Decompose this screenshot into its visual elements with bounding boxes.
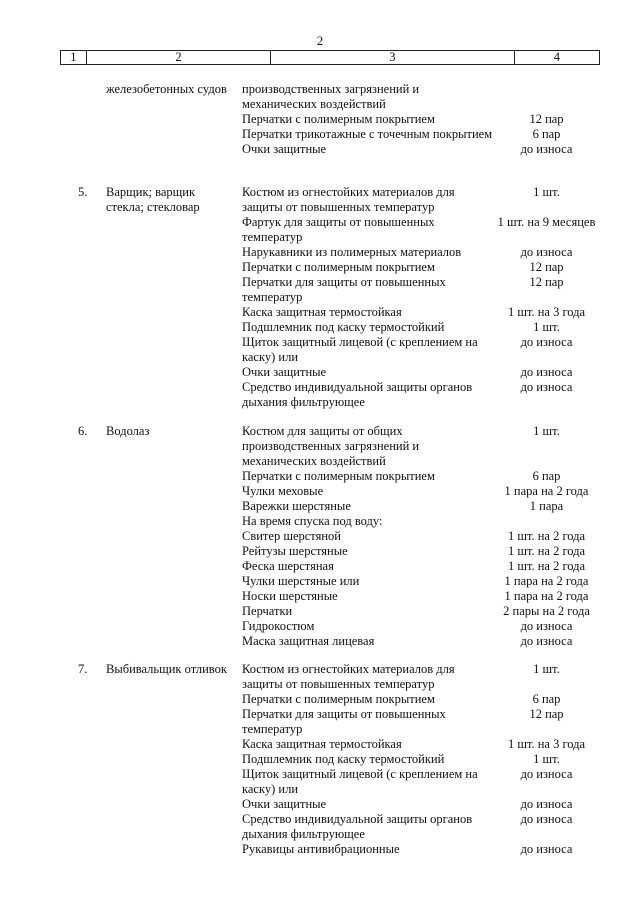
- equipment-name: Очки защитные: [242, 365, 327, 379]
- equipment-name: Носки шерстяные: [242, 589, 338, 603]
- equipment-list: [242, 662, 612, 857]
- equipment-item: [242, 127, 612, 142]
- issue-norm: 2 пары на 2 года: [503, 604, 590, 618]
- issue-norm: до износа: [520, 335, 573, 349]
- equipment-name: Свитер шерстяной: [242, 529, 341, 543]
- equipment-name: Костюм для защиты от общих производственных загрязнений и механических воздействий: [242, 424, 420, 468]
- equipment-item: [242, 320, 612, 335]
- issue-norm: 1 шт. на 2 года: [507, 559, 586, 573]
- issue-norm: до износа: [520, 142, 573, 156]
- equipment-name: Перчатки: [242, 604, 293, 618]
- equipment-name: производственных загрязнений и механических воздействий: [242, 82, 420, 111]
- equipment-item: [242, 469, 612, 484]
- issue-norm: до износа: [520, 245, 573, 259]
- issue-norm: 1 пара на 2 года: [504, 484, 589, 498]
- equipment-item: [242, 305, 612, 320]
- equipment-list: [242, 185, 612, 410]
- equipment-item: [242, 112, 612, 127]
- equipment-name: Маска защитная лицевая: [242, 634, 375, 648]
- equipment-item: [242, 634, 612, 649]
- issue-norm: 1 шт. на 2 года: [507, 529, 586, 543]
- column-number-3: 3: [271, 51, 515, 65]
- equipment-name: Средство индивидуальной защиты органов дыхания фильтрующее: [242, 812, 473, 841]
- profession-name: железобетонных судов: [106, 82, 227, 96]
- equipment-item: [242, 842, 612, 857]
- equipment-name: Нарукавники из полимерных материалов: [242, 245, 462, 259]
- column-number-1: 1: [61, 51, 87, 65]
- column-header-row: [61, 51, 600, 65]
- column-header-table: [60, 50, 600, 65]
- equipment-item: [242, 574, 612, 589]
- equipment-item: [242, 662, 612, 692]
- issue-norm: до износа: [520, 767, 573, 781]
- issue-norm: до износа: [520, 797, 573, 811]
- equipment-item: [242, 544, 612, 559]
- equipment-name: Средство индивидуальной защиты органов дыхания фильтрующее: [242, 380, 473, 409]
- issue-norm: до износа: [520, 365, 573, 379]
- equipment-item: [242, 514, 612, 529]
- equipment-list: [242, 424, 612, 649]
- issue-norm: 1 шт.: [533, 662, 560, 676]
- equipment-item: [242, 559, 612, 574]
- equipment-item: [242, 335, 612, 365]
- equipment-name: Подшлемник под каску термостойкий: [242, 752, 445, 766]
- entry-number: 7.: [78, 662, 88, 676]
- issue-norm: 1 шт.: [533, 424, 560, 438]
- issue-norm: 12 пар: [529, 260, 564, 274]
- equipment-name: Перчатки с полимерным покрытием: [242, 469, 435, 483]
- issue-norm: 1 шт. на 3 года: [507, 305, 586, 319]
- issue-norm: до износа: [520, 842, 573, 856]
- equipment-name: Перчатки с полимерным покрытием: [242, 692, 435, 706]
- equipment-item: [242, 737, 612, 752]
- equipment-item: [242, 215, 612, 245]
- issue-norm: 12 пар: [529, 707, 564, 721]
- equipment-name: Фартук для защиты от повышенных температур: [242, 215, 435, 244]
- equipment-name: Чулки шерстяные или: [242, 574, 360, 588]
- equipment-name: Рукавицы антивибрационные: [242, 842, 400, 856]
- equipment-item: [242, 619, 612, 634]
- equipment-item: [242, 589, 612, 604]
- profession-name: Выбивальщик отливок: [106, 662, 227, 676]
- equipment-name: Очки защитные: [242, 797, 327, 811]
- equipment-name: Каска защитная термостойкая: [242, 737, 402, 751]
- column-number-2: 2: [86, 51, 270, 65]
- equipment-name: Щиток защитный лицевой (с креплением на каску) или: [242, 767, 478, 796]
- issue-norm: 1 пара на 2 года: [504, 589, 589, 603]
- issue-norm: 6 пар: [532, 692, 561, 706]
- equipment-name: Гидрокостюм: [242, 619, 315, 633]
- profession-name: Водолаз: [106, 424, 150, 438]
- issue-norm: 1 шт.: [533, 320, 560, 334]
- equipment-item: [242, 424, 612, 469]
- equipment-name: Варежки шерстяные: [242, 499, 351, 513]
- equipment-item: [242, 692, 612, 707]
- issue-norm: до износа: [520, 812, 573, 826]
- equipment-name: Щиток защитный лицевой (с креплением на каску) или: [242, 335, 478, 364]
- equipment-item: [242, 499, 612, 514]
- issue-norm: до износа: [520, 380, 573, 394]
- issue-norm: 1 шт. на 9 месяцев: [497, 215, 596, 229]
- equipment-list: [242, 82, 612, 157]
- page-number: 2: [316, 33, 324, 48]
- equipment-name: Перчатки трикотажные с точечным покрытием: [242, 127, 493, 141]
- equipment-item: [242, 82, 612, 112]
- equipment-item: [242, 484, 612, 499]
- entry-number: 6.: [78, 424, 88, 438]
- equipment-name: Каска защитная термостойкая: [242, 305, 402, 319]
- equipment-item: [242, 812, 612, 842]
- equipment-item: [242, 142, 612, 157]
- column-number-4: 4: [514, 51, 599, 65]
- issue-norm: 12 пар: [529, 275, 564, 289]
- issue-norm: 1 пара: [529, 499, 564, 513]
- equipment-item: [242, 365, 612, 380]
- entry-number: 5.: [78, 185, 88, 199]
- equipment-name: Перчатки с полимерным покрытием: [242, 260, 435, 274]
- issue-norm: 1 шт. на 2 года: [507, 544, 586, 558]
- issue-norm: до износа: [520, 634, 573, 648]
- equipment-name: Чулки меховые: [242, 484, 324, 498]
- equipment-name: На время спуска под воду:: [242, 514, 383, 528]
- equipment-name: Феска шерстяная: [242, 559, 334, 573]
- equipment-name: Рейтузы шерстяные: [242, 544, 348, 558]
- equipment-name: Очки защитные: [242, 142, 327, 156]
- issue-norm: 1 шт.: [533, 752, 560, 766]
- equipment-name: Перчатки для защиты от повышенных температур: [242, 707, 446, 736]
- profession-name: Варщик; варщик стекла; стекловар: [106, 185, 200, 214]
- equipment-item: [242, 275, 612, 305]
- issue-norm: до износа: [520, 619, 573, 633]
- issue-norm: 1 шт.: [533, 185, 560, 199]
- equipment-item: [242, 797, 612, 812]
- equipment-name: Перчатки с полимерным покрытием: [242, 112, 435, 126]
- equipment-item: [242, 707, 612, 737]
- issue-norm: 6 пар: [532, 469, 561, 483]
- equipment-item: [242, 245, 612, 260]
- equipment-item: [242, 752, 612, 767]
- equipment-name: Подшлемник под каску термостойкий: [242, 320, 445, 334]
- equipment-item: [242, 185, 612, 215]
- equipment-item: [242, 260, 612, 275]
- equipment-item: [242, 380, 612, 410]
- issue-norm: 1 пара на 2 года: [504, 574, 589, 588]
- equipment-name: Костюм из огнестойких материалов для защиты от повышенных температур: [242, 185, 455, 214]
- issue-norm: 1 шт. на 3 года: [507, 737, 586, 751]
- equipment-item: [242, 604, 612, 619]
- equipment-item: [242, 767, 612, 797]
- equipment-item: [242, 529, 612, 544]
- equipment-name: Костюм из огнестойких материалов для защиты от повышенных температур: [242, 662, 455, 691]
- issue-norm: 6 пар: [532, 127, 561, 141]
- equipment-name: Перчатки для защиты от повышенных температур: [242, 275, 446, 304]
- issue-norm: 12 пар: [529, 112, 564, 126]
